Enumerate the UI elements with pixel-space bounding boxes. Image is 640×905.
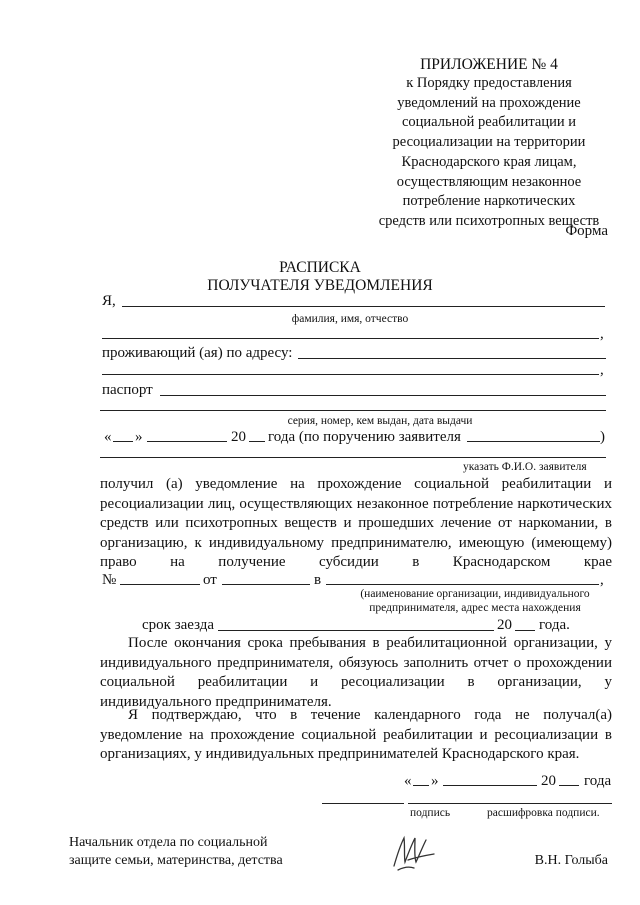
v-label: в (314, 572, 322, 588)
applicant-field[interactable] (467, 441, 600, 442)
heading-line1: РАСПИСКА (279, 259, 361, 276)
applicant-caption: указать Ф.И.О. заявителя (463, 461, 587, 473)
arrival-year-prefix: 20 (497, 617, 512, 633)
month-field[interactable] (147, 441, 227, 442)
handwritten-signature (388, 832, 440, 874)
signature-decode-line[interactable] (408, 803, 612, 804)
arrival-field[interactable] (218, 630, 494, 631)
arrival-label: срок заезда (142, 617, 215, 633)
passport-caption: серия, номер, кем выдан, дата выдачи (287, 415, 473, 427)
date-close-quote: » (135, 429, 143, 445)
org-caption-2: предпринимателя, адрес места нахождения (369, 602, 581, 614)
sig-day-field[interactable] (413, 785, 429, 786)
date-open-quote: « (104, 429, 112, 445)
sig-date-close-quote: » (431, 773, 439, 789)
form-label: Форма (565, 223, 608, 239)
p1-line: организацию, к индивидуальному предпринимателю, имеющую (имеющему) (100, 534, 612, 551)
footer-signer-name: В.Н. Голыба (534, 853, 608, 868)
p1-line: средств или психотропных веществ и прошедших лечение от наркомании, в (100, 515, 612, 531)
p3-line: организациях, у индивидуальных предпринимателей Краснодарского края. (100, 746, 580, 762)
sig-year-prefix: 20 (541, 773, 556, 789)
heading-line2: ПОЛУЧАТЕЛЯ УВЕДОМЛЕНИЯ (207, 277, 433, 294)
year-field[interactable] (249, 441, 265, 442)
applicant-line-2[interactable] (100, 457, 606, 458)
appendix-line: средств или психотропных веществ (378, 212, 600, 229)
ot-date-field[interactable] (222, 584, 310, 585)
p2-line: индивидуального предпринимателя, обязуюсь заполнить отчет о прохождении (100, 654, 612, 671)
footer-position-line1: Начальник отдела по социальной (69, 835, 268, 850)
paragraph-3 (100, 706, 612, 765)
p3-line: Я подтверждаю, что в течение календарного года не получал(а) (128, 707, 612, 723)
p1-line: ресоциализации лиц, осуществляющих незаконное потребление наркотических (100, 495, 612, 512)
signature-caption: подпись (410, 807, 451, 819)
org-caption-1: (наименование организации, индивидуального (360, 588, 590, 600)
comma-1: , (600, 326, 604, 342)
day-field[interactable] (113, 441, 133, 442)
paragraph-2 (100, 634, 612, 712)
p2-line: После окончания срока пребывания в реабилитационной организации, у (128, 635, 612, 651)
appendix-line: к Порядку предоставления (406, 75, 572, 91)
sig-date-open-quote: « (404, 773, 412, 789)
address-line[interactable] (298, 358, 606, 359)
appendix-line: потребление наркотических (402, 193, 576, 210)
footer-position-line2: защите семьи, материнства, детства (69, 853, 283, 868)
appendix-line: Краснодарского края лицам, (401, 153, 577, 170)
sig-year-suffix: года (584, 773, 612, 789)
appendix-line: осуществляющим незаконное (396, 173, 582, 190)
appendix-lines (372, 74, 606, 232)
p1-line: получил (а) уведомление на прохождение социальной реабилитации и (100, 476, 612, 492)
p1-line: право на получение субсидии в Краснодарском крае (100, 554, 612, 570)
number-label: № (102, 572, 117, 588)
address-line-2[interactable] (102, 374, 599, 375)
comma-3: , (600, 572, 604, 588)
arrival-year-field[interactable] (515, 630, 535, 631)
fio-line-2[interactable] (102, 338, 599, 339)
p3-line: уведомление на прохождение социальной реабилитации и ресоциализации в (100, 726, 612, 743)
appendix-line: уведомлений на прохождение (397, 94, 581, 111)
p2-line: индивидуального предпринимателя. (100, 693, 332, 710)
sig-year-field[interactable] (559, 785, 579, 786)
p2-line: социальной реабилитации и ресоциализации в организации, у (100, 674, 612, 690)
ot-label: от (203, 572, 217, 588)
passport-label: паспорт (102, 382, 153, 398)
signature-line[interactable] (322, 803, 404, 804)
organization-field[interactable] (326, 584, 599, 585)
appendix-title: ПРИЛОЖЕНИЕ № 4 (420, 56, 558, 73)
comma-2: , (600, 362, 604, 378)
address-label: проживающий (ая) по адресу: (102, 345, 293, 361)
passport-line[interactable] (160, 395, 606, 396)
appendix-line: ресоциализации на территории (392, 134, 586, 151)
year-suffix: года (по поручению заявителя (268, 429, 461, 445)
appendix-line: социальной реабилитации и (401, 114, 577, 131)
paragraph-1 (100, 475, 612, 573)
fio-line[interactable] (122, 306, 605, 307)
passport-line-2[interactable] (100, 410, 606, 411)
decode-caption: расшифровка подписи. (487, 807, 600, 819)
fio-caption: фамилия, имя, отчество (291, 313, 409, 325)
number-field[interactable] (120, 584, 200, 585)
arrival-year-suffix: года. (539, 617, 570, 633)
year-prefix: 20 (231, 429, 246, 445)
close-paren: ) (600, 429, 605, 445)
sig-month-field[interactable] (443, 785, 537, 786)
i-label: Я, (102, 293, 116, 309)
appendix-block (372, 55, 606, 232)
